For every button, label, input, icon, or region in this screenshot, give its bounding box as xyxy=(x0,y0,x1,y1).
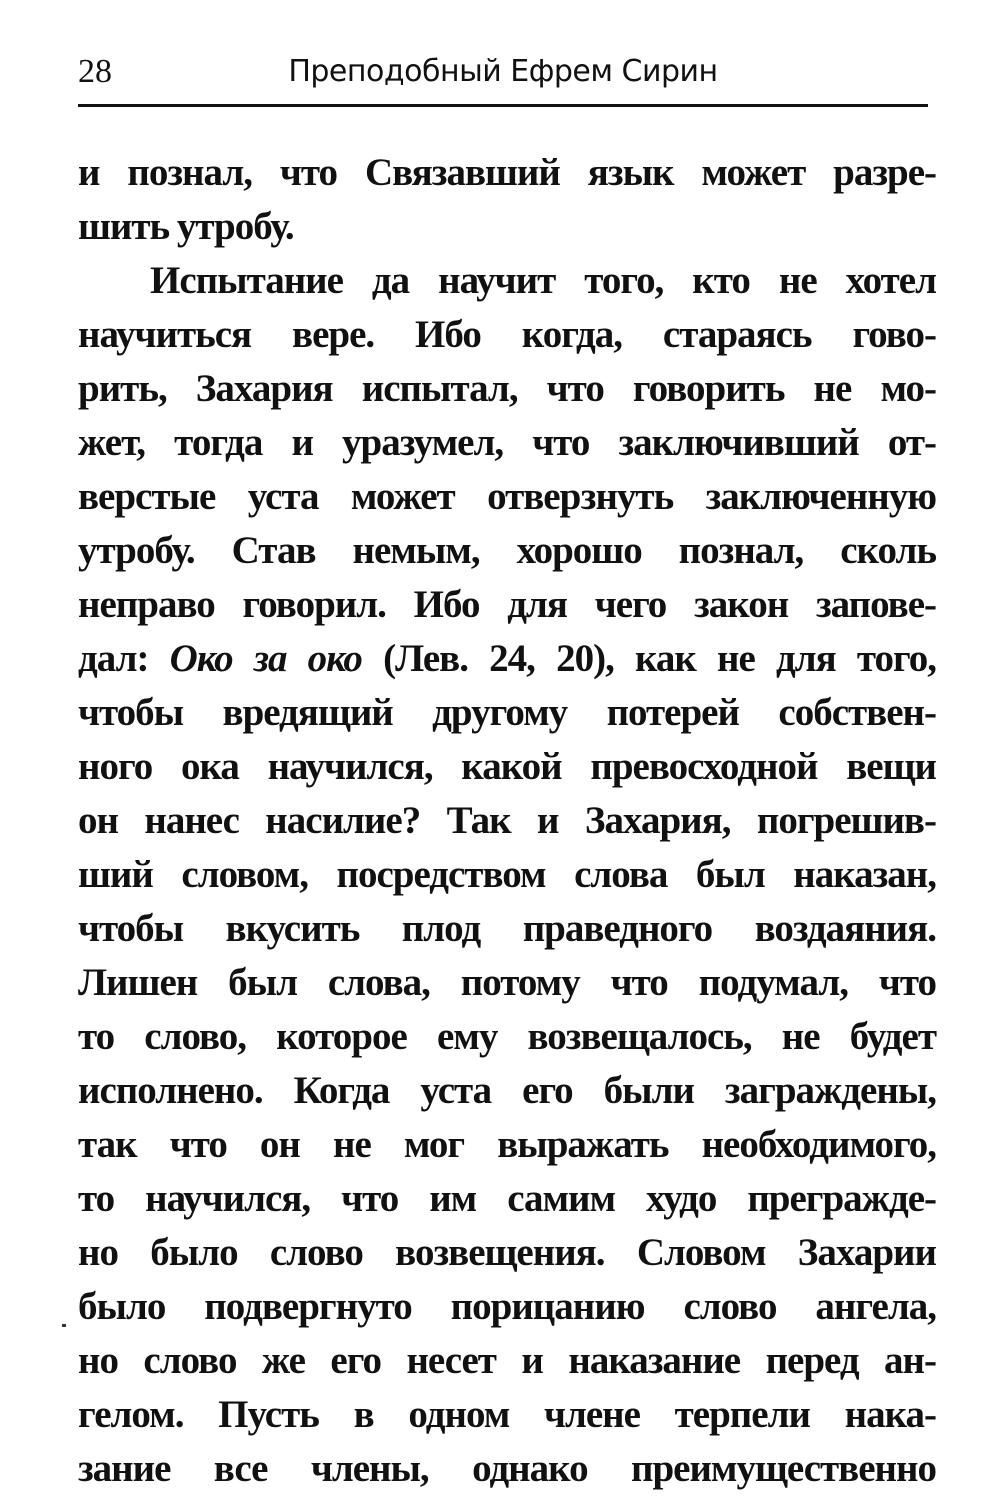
text-line-with-quote xyxy=(78,632,936,686)
text-line: было подвергнуто порицанию слово ангела, xyxy=(78,1285,936,1328)
text-line: научиться вере. Ибо когда, стараясь гово- xyxy=(78,313,936,356)
italic-quote: Око за око xyxy=(169,637,362,680)
text-line: жет, тогда и уразумел, что заключивший от- xyxy=(78,421,936,464)
text-line: Испытание да научит того, кто не хотел xyxy=(150,259,936,302)
scan-speck xyxy=(62,1324,66,1327)
text-line: гелом. Пусть в одном члене терпели нака- xyxy=(78,1393,936,1436)
running-title: Преподобный Ефрем Сирин xyxy=(288,54,718,89)
text-line: то научился, что им самим худо прегражде- xyxy=(78,1177,936,1220)
text-line: и познал, что Связавший язык может разре- xyxy=(78,151,936,194)
text-line: так что он не мог выражать необходимого, xyxy=(78,1123,936,1166)
text-line: Лишен был слова, потому что подумал, что xyxy=(78,961,936,1004)
text-line: чтобы вредящий другому потерей собствен- xyxy=(78,691,936,734)
text-line: исполнено. Когда уста его были заграждены, xyxy=(78,1069,936,1112)
text-line: шить утробу. xyxy=(78,205,294,248)
text-fragment: дал: xyxy=(78,637,170,680)
page-number: 28 xyxy=(78,53,112,90)
text-line: ного ока научился, какой превосходной вещи xyxy=(78,745,936,788)
text-line: чтобы вкусить плод праведного воздаяния. xyxy=(78,907,936,950)
text-line: рить, Захария испытал, что говорить не мо- xyxy=(78,367,936,410)
text-line: то слово, которое ему возвещалось, не будет xyxy=(78,1015,936,1058)
text-line: неправо говорил. Ибо для чего закон запове- xyxy=(78,583,936,626)
text-line: ший словом, посредством слова был наказан, xyxy=(78,853,936,896)
text-line: но слово же его несет и наказание перед ан- xyxy=(78,1339,936,1382)
text-line: он нанес насилие? Так и Захария, погрешив- xyxy=(78,799,936,842)
text-line: но было слово возвещения. Словом Захарии xyxy=(78,1231,936,1274)
text-line: зание все члены, однако преимущественно xyxy=(78,1447,936,1490)
page-header xyxy=(78,52,928,102)
header-rule xyxy=(78,104,928,107)
text-fragment: (Лев. 24, 20), как не для того, xyxy=(361,637,936,680)
text-line: верстые уста может отверзнуть заключенную xyxy=(78,475,936,518)
text-line: утробу. Став немым, хорошо познал, сколь xyxy=(78,529,936,572)
body-text xyxy=(78,146,936,1496)
